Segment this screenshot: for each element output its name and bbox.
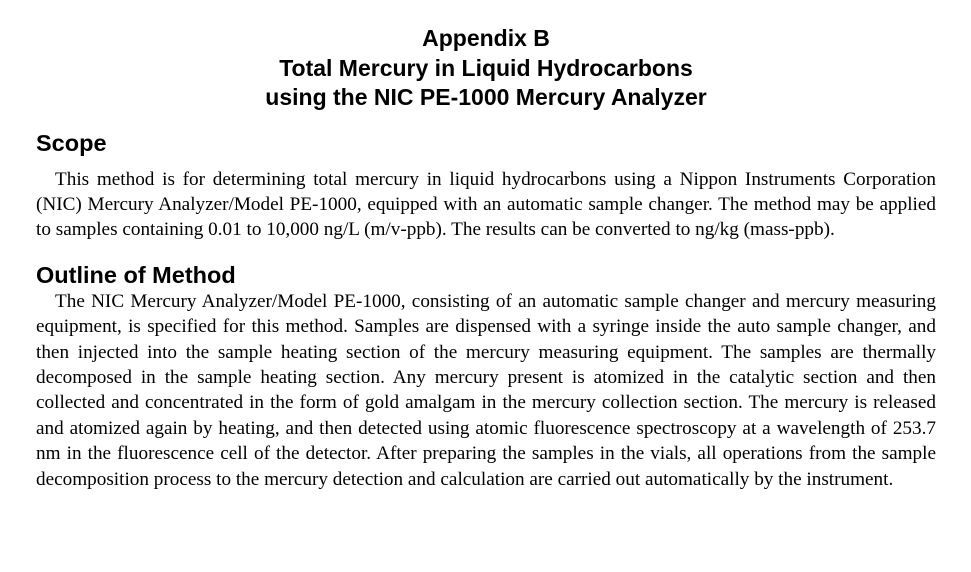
scope-paragraph: This method is for determining total mercury in liquid hydrocarbons using a Nippon Instruments Corporation (NIC) Mercury Analyzer/Model PE-1000, equipped with an automatic sample changer. The method may be applied to samples containing 0.01 to 10,000 ng/L (m/v-ppb). The results can be converted to ng/kg (mass-ppb). [36, 168, 936, 241]
title-line-method: using the NIC PE-1000 Mercury Analyzer [265, 84, 707, 110]
title-line-subject: Total Mercury in Liquid Hydrocarbons [279, 54, 693, 81]
scope-heading: Scope [36, 129, 107, 156]
document-title [36, 24, 936, 113]
document-page [36, 24, 936, 492]
outline-paragraph: The NIC Mercury Analyzer/Model PE-1000, consisting of an automatic sample changer and mercury measuring equipment, is specified for this method. Samples are dispensed with a syringe inside the auto sample changer, and then injected into the sample heating section of the mercury measuring equipment. The samples are thermally decomposed in the sample heating section. Any mercury present is atomized in the catalytic section and then collected and concentrated in the form of gold amalgam in the mercury collection section. The mercury is released and atomized again by heating, and then detected using atomic fluorescence spectroscopy at a wavelength of 253.7 nm in the fluorescence cell of the detector. After preparing the samples in the vials, all operations from the sample decomposition process to the mercury detection and calculation are carried out automatically by the instrument. [36, 290, 936, 490]
outline-heading: Outline of Method [36, 261, 236, 288]
title-line-appendix: Appendix B [422, 25, 550, 51]
